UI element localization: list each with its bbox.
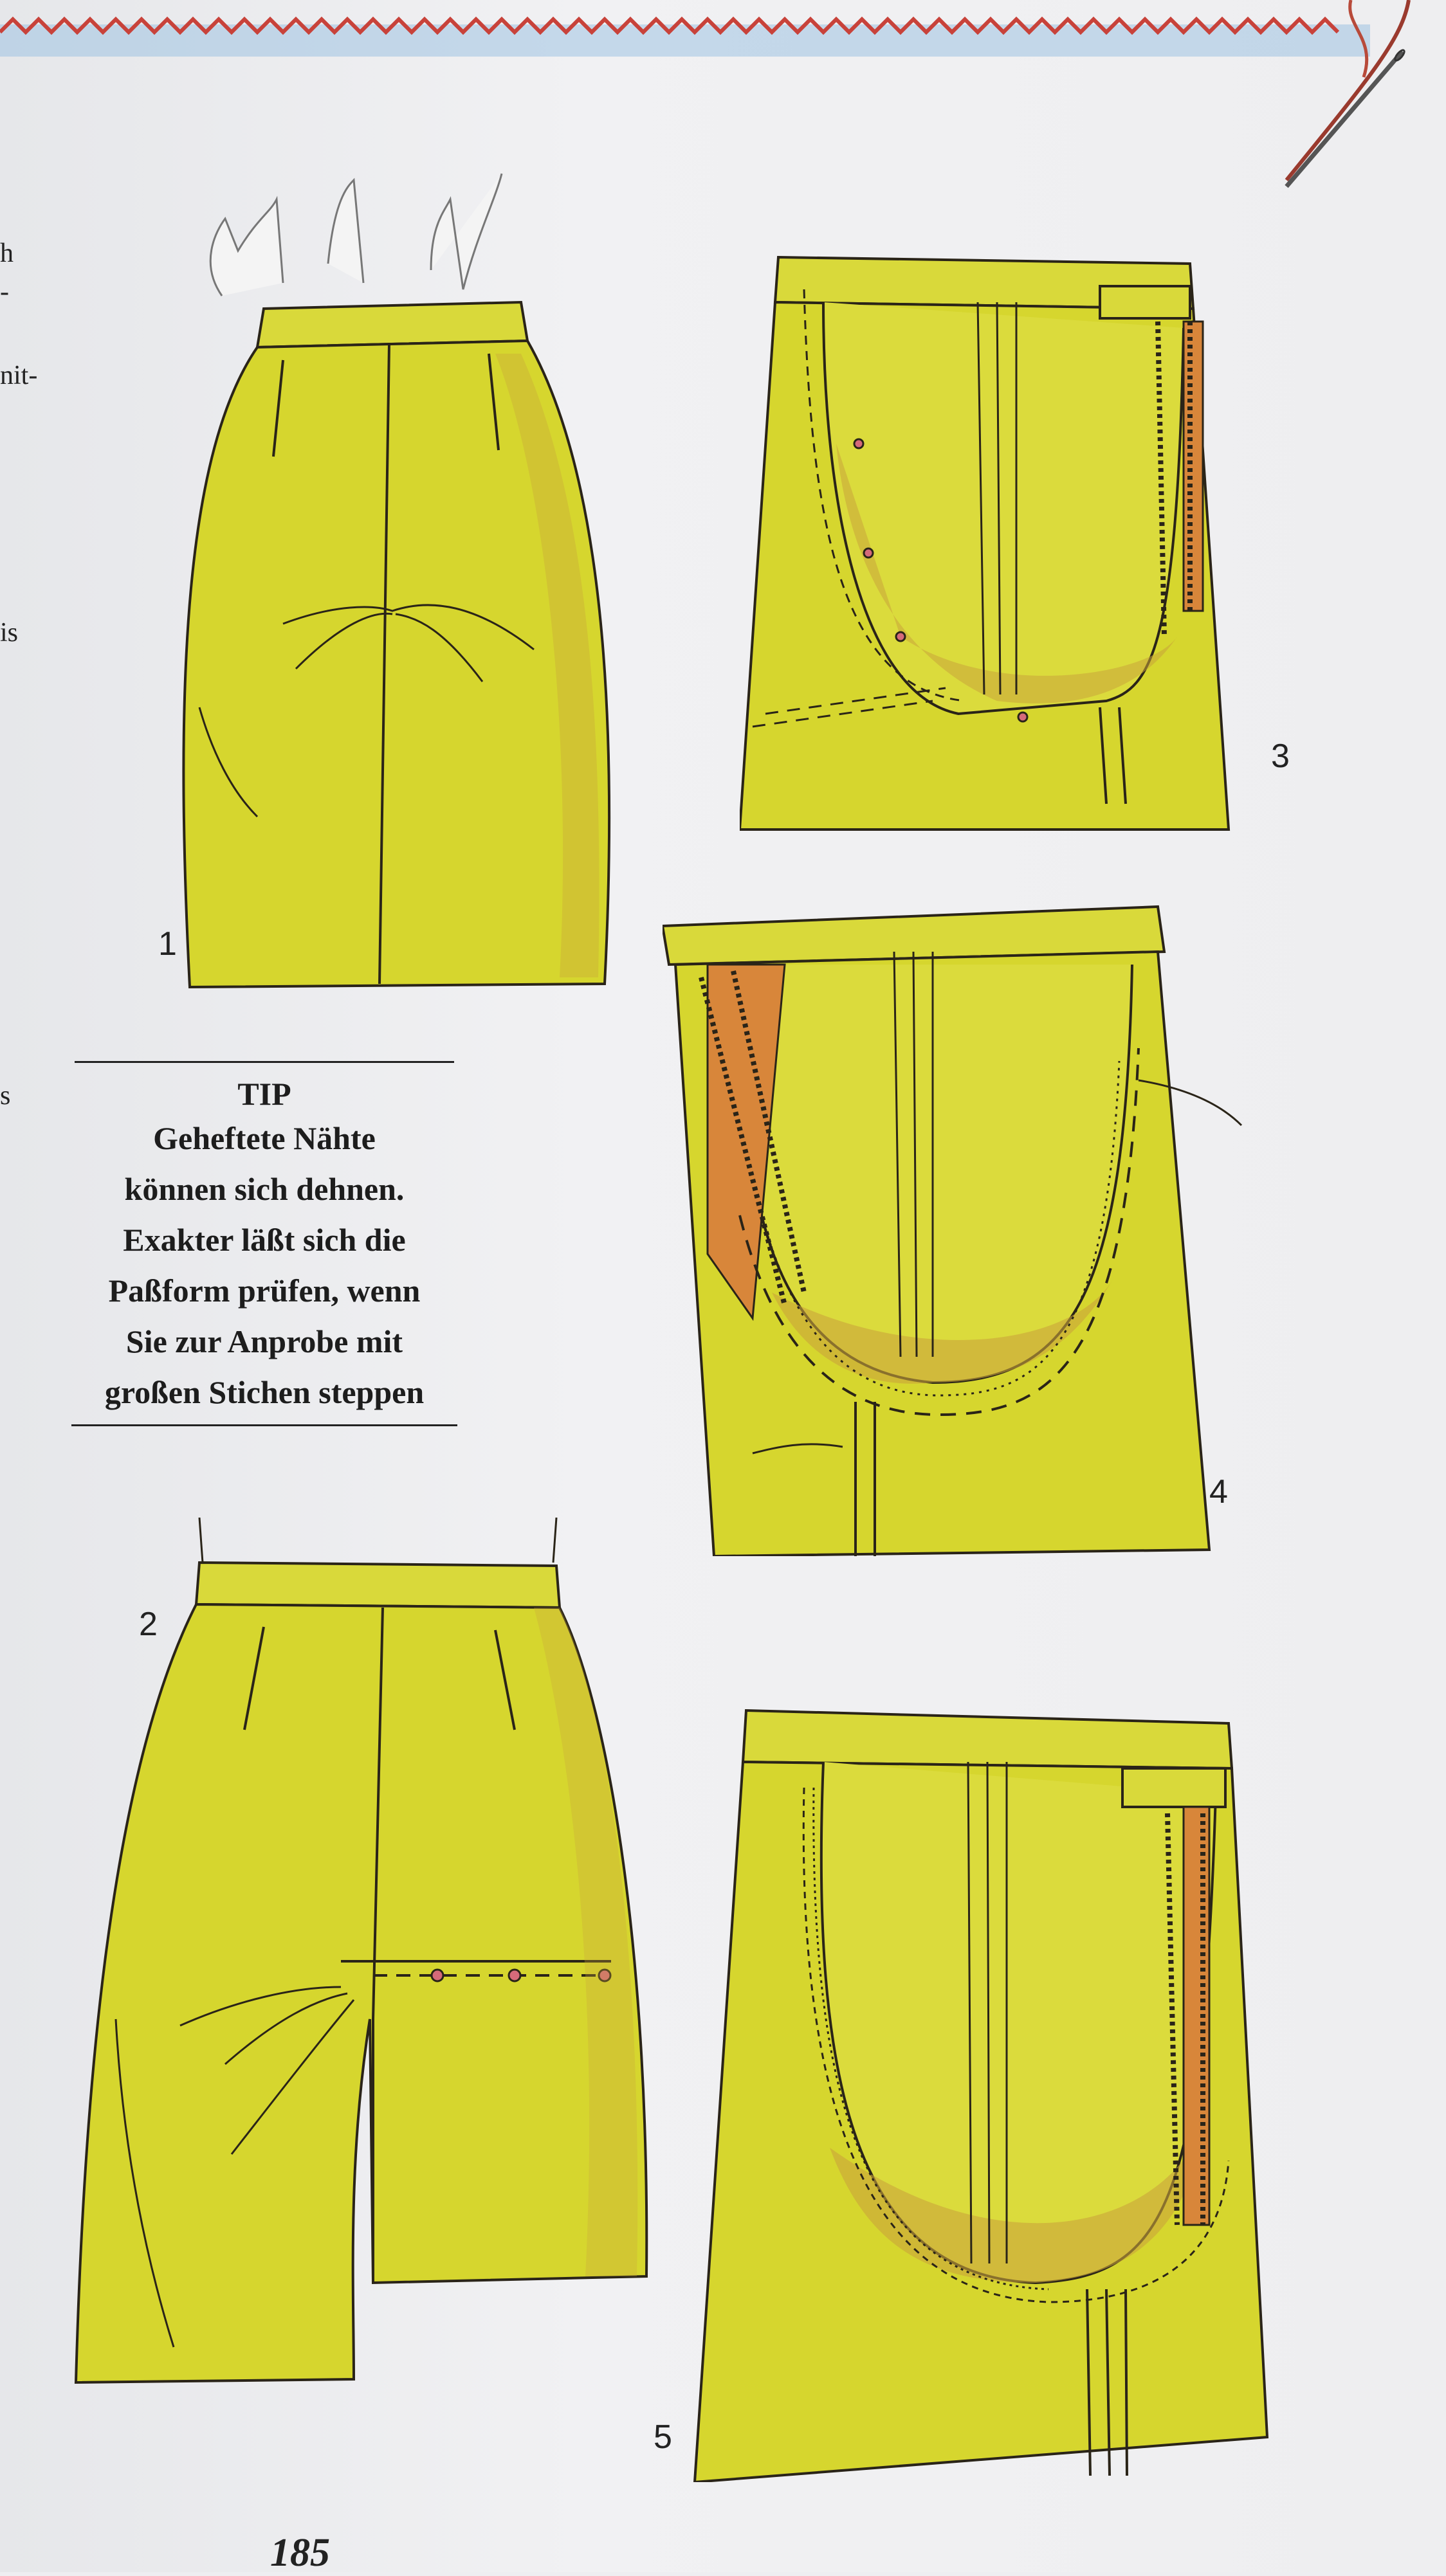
figure-number: 4 — [1209, 1473, 1228, 1510]
tip-line: Exakter läßt sich die — [123, 1222, 406, 1258]
tip-line: Geheftete Nähte — [153, 1120, 376, 1156]
margin-fragment: nit- — [0, 361, 38, 390]
margin-fragment: is — [0, 618, 19, 648]
tip-bottom-rule — [71, 1424, 457, 1426]
figure-3-illustration — [740, 251, 1248, 836]
margin-fragment: - — [0, 277, 9, 307]
figure-number: 3 — [1271, 738, 1290, 775]
figure-number: 5 — [654, 2418, 672, 2456]
figure-4-illustration — [663, 894, 1274, 1556]
tip-line: Paßform prüfen, wenn — [108, 1273, 421, 1309]
zigzag-border — [0, 0, 1446, 77]
page-number: 185 — [270, 2531, 330, 2575]
margin-fragment: s — [0, 1081, 11, 1111]
figure-1-illustration — [161, 161, 637, 997]
tip-line: Sie zur Anprobe mit — [125, 1323, 403, 1359]
tip-top-rule — [75, 1061, 454, 1063]
margin-fragment: h — [0, 239, 14, 268]
needle-and-thread-icon — [1274, 0, 1446, 193]
tip-line: können sich dehnen. — [124, 1171, 405, 1207]
tip-box — [62, 1061, 467, 1426]
figure-number: 2 — [139, 1606, 158, 1643]
tip-title: TIP — [237, 1076, 291, 1112]
tip-line: großen Stichen steppen — [104, 1374, 425, 1410]
figure-5-illustration — [688, 1698, 1280, 2482]
figure-2-illustration — [71, 1518, 650, 2392]
figure-number: 1 — [158, 925, 177, 963]
